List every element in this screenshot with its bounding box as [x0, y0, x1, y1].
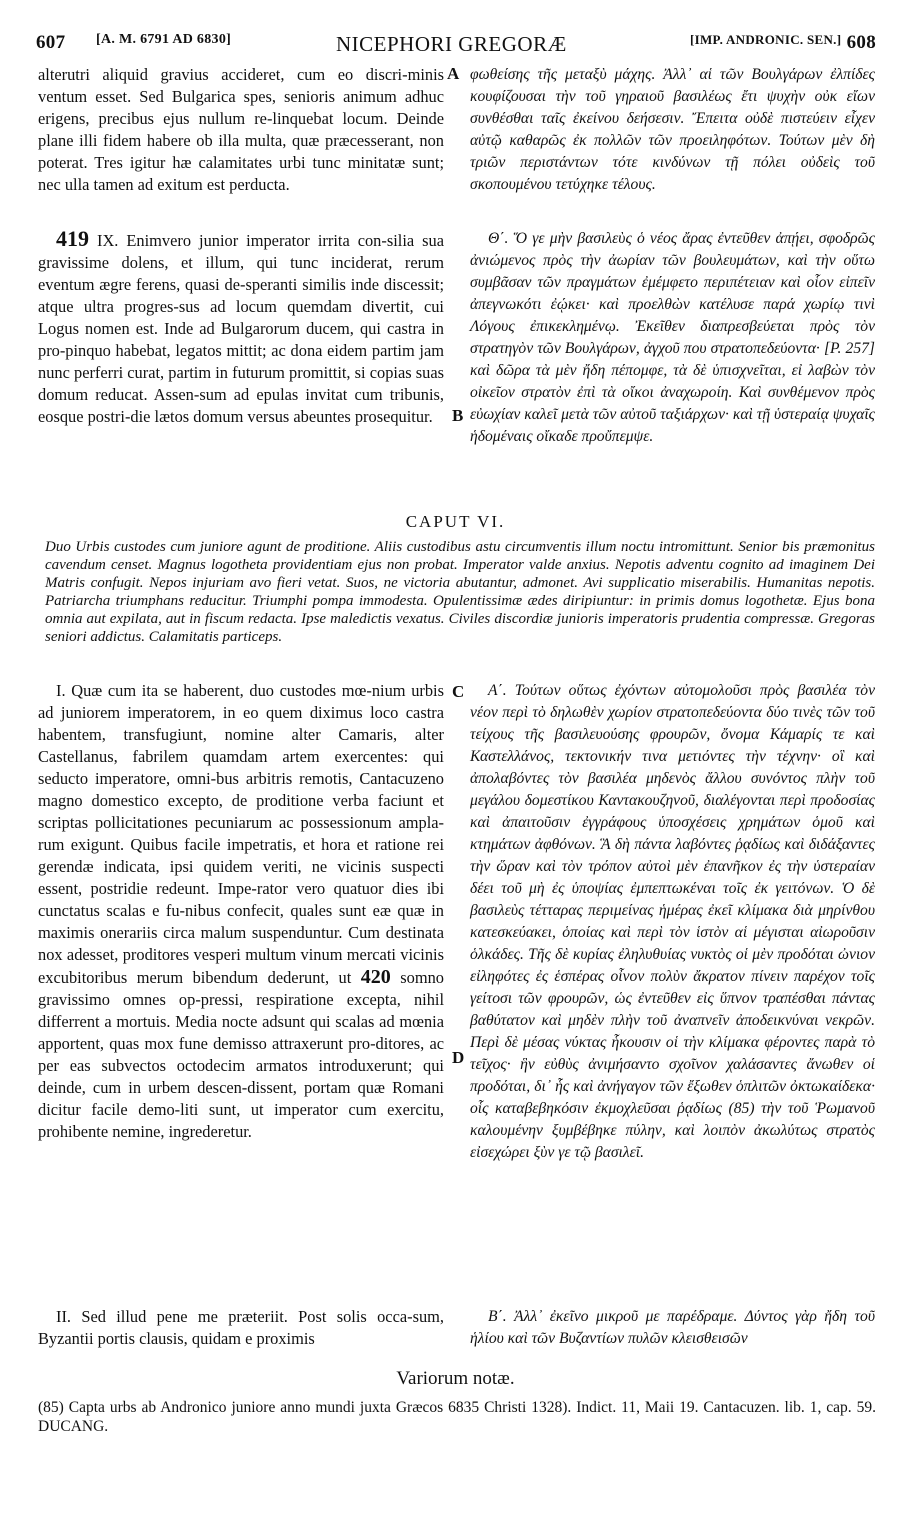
column-reference-number: 419: [56, 226, 89, 251]
greek-block-4: [470, 1306, 875, 1350]
latin-block-1: [38, 64, 444, 196]
greek-paragraph: Β΄. Ἀλλ᾽ ἐκεῖνο μικροῦ με παρέδραμε. Δύντος γὰρ ἤδη τοῦ ἡλίου καὶ τῶν Βυζαντίων πυλῶν κλεισθεισῶν: [470, 1308, 875, 1347]
latin-block-3: [38, 680, 444, 1143]
latin-paragraph: Quæ cum ita se haberent, duo custodes mœ-nium urbis ad juniorem imperatorem, in eo quem diximus loco castra habentem, transfugiunt, nomine alter Camaris, alter Castellanus, fabrilem quamdam artem exercentes: qui seducto imperatore, omni-bus arbitris remotis, Cantacuzeno magno domestico excepto, de proditione verba faciunt et scriptas pollicitationes pecuniarum ac possessionum ampla-rum exigunt. Quibus facile impetratis, et hora et ratione rei gerendæ indicata, ipsi quidem veriti, ne vicinis suspecti essent, postridie redeunt. Impe-rator vero quatuor dies ibi cunctatus scalas e fu-nibus confecit, quales sunt eæ quæ in maximis onerariis circa malum suspenduntur. Cum destinata nox adesset, proditores vesperi multum vinum mercati vicinis excubitoribus merum bibendum dederunt, ut: [38, 681, 444, 987]
greek-block-2: [470, 228, 875, 448]
notes-title: Variorum notæ.: [396, 1368, 515, 1389]
right-page-number: 608: [846, 32, 876, 53]
margin-letter-a: A: [447, 64, 460, 83]
section-number: I.: [56, 681, 66, 700]
left-page-number: 607: [36, 32, 66, 53]
section-number: Θ΄.: [488, 230, 509, 247]
running-header: [36, 32, 876, 58]
latin-paragraph-cont: somno gravissimo omnes op-pressi, respiratione excepta, nihil differrent a mortuis. Media nocte adsunt qui scalas ad mœnia apportent, quas mox fune demisso attraxerunt pro-ditores, ac per eas subvectos octodecim armatos introduxerunt; qui deinde, cum in urbem descen-dissent, portam quæ Romani dicitur facile demo-liti sunt, ut imperator cum exercitu, prohibente nemine, ingrederetur.: [38, 968, 444, 1141]
greek-paragraph: Τούτων οὕτως ἐχόντων αὐτομολοῦσι πρὸς βασιλέα τὸν νέον περὶ τὸ δηλωθὲν χωρίον στρατοπεδεύοντα δύο τινὲς τῶν τοῦ τείχους τῆς βασιλευούσης φρουρῶν, ὄνομα Κάμαρίς τε καὶ Καστελλάνος, τεκτονικήν τινα μετιόντες τὴν τέχνην· οἳ καὶ ἀπολαβόντες τὸν βασιλέα μηδενὸς ἄλλου συνόντος πλὴν τοῦ μεγάλου δομεστίκου Καντακουζηνοῦ, διαλέγονται περὶ προδοσίας καὶ ἀπαιτοῦσιν ἐγγράφους ὑποσχέσεις χρημάτων ὁμοῦ καὶ κτημάτων ἀφθόνων. Ἃ δὴ πάντα λαβόντες ῥᾳδίως καὶ διδάξαντες τὴν ὥραν καὶ τὸν τρόπον αὐτοὶ μὲν ἐπανῆκον ἐς τὴν ὑστεραίαν δέει τοῦ μὴ ἐς ὑποψίας ἐμπεπτωκέναι τοῖς ἐκ γειτόνων. Ὁ δὲ βασιλεὺς τέτταρας περιμείνας ἡμέρας ἐκεῖ κλίμακα διὰ μηρίνθου κατεσκεύακει, ὁποίας καὶ περὶ τὸν ἱστὸν αἱ μέγισται αἰωροῦσιν ὁλκάδες. Τῆς δὲ κυρίας ἐληλυθυίας νυκτὸς οἱ μὲν προδόται ὠνιον εἰληφότες ἐς ἑσπέρας οἶνον πολὺν ἄκρατον πίνειν παρέχον τοῖς γείτοσι τῶν φρουρῶν, ὡς ἐντεῦθεν εἰς ὕπνον τραπέσθαι πάντας βαθύτατον καὶ μηδὲν πλὴν τοῦ ἀναπνεῖν ἀποδεικνύναι νεκρῶν. Περὶ δὲ μέσας νύκτας ἧκουσιν οἱ τὴν κλίμακα φέροντες παρὰ τὸ τεῖχος· ἣν εὐθὺς ἀνιμήσαντο σχοῖνον χαλάσαντες ἄνωθεν οἱ προδόται, δι᾽ ἧς καὶ ἀνήγαγον τῶν ἔξωθεν ὁπλιτῶν ὀκτωκαίδεκα· οἷς καταβεβηκόσιν ἐκμοχλεῦσαι ῥᾳδίως (85) τὴν τοῦ Ῥωμανοῦ καλουμένην ξυμβέβηκε πύλην, καὶ λοιπὸν ἀκωλύτως στρατὸς εἰσεχώρει ξὺν γε τῷ βασιλεῖ.: [470, 682, 876, 1161]
footnote: (85) Capta urbs ab Andronico juniore anno mundi juxta Græcos 6835 Christi 1328). Indict. 11, Maii 19. Cantacuzen. lib. 1, cap. 59. DUCANG.: [38, 1399, 876, 1435]
section-number: IX.: [97, 231, 119, 250]
latin-paragraph: Enimvero junior imperator irrita con-silia sua gravissime dolens, et illum, qui tunc inciderat, rerum eventum ægre ferens, quasi de-speranti similis inde discessit; atque ultra progres-sus ad locum quemdam divertit, cui Logus nomen est. Inde ad Bulgarorum ducem, qui castra in pro-pinquo habebat, legatos mittit; ac dona eidem partim jam nunc perferri curat, partim in futurum promittit, si copias suas domum reducat. Assen-sum ad epulas invitat cum tribunis, eosque postri-die lætos domum versus abeuntes prosequitur.: [38, 231, 444, 426]
greek-paragraph: Ὅ γε μὴν βασιλεὺς ὁ νέος ἄρας ἐντεῦθεν ἀπῄει, σφοδρῶς ἀνιώμενος πρὸς τὴν ἀωρίαν τῶν βουλευμάτων, καὶ τὴν οὕτω συμβᾶσαν τῶν πραγμάτων ἐμέμφετο περιπέτειαν καὶ οἷον εἰπεῖν ἀπεγνωκότι ἐῴκει· καὶ προελθὼν κατέλυσε παρά χωρίῳ τινὶ Λόγους ἐπικεκλημένῳ. Ἐκεῖθεν διαπρεσβεύεται πρὸς τὸν στρατηγὸν τῶν Βουλγάρων, ἀγχοῦ που στρατοπεδεύοντα· [P. 257] καὶ δῶρα τὰ μὲν ἤδη πέπομφε, τὰ δὲ ὑπισχνεῖται, εἰ λαβὼν τὸν οἰκεῖον στρατὸν ἐπὶ τὰ οἴκοι ἀναχωροίη. Καὶ συνθέμενον πρὸς εὐωχίαν καλεῖ μετὰ τῶν αὐτοῦ ταξιάρχων· καὶ τῇ ὑστεραίᾳ ψυχαῖς ἡδομέναις οἴκαδε προὔπεμψε.: [470, 230, 875, 445]
greek-block-1: [470, 64, 875, 196]
chapter-summary: Duo Urbis custodes cum juniore agunt de proditione. Aliis custodibus astu circumventis illum noctu intromittunt. Senior bis præmonitus cavendum censet. Magnus logotheta providentiam ejus non probat. Imperator valde anxius. Nepotis adventu cognito ad imaginem Dei Matris confugit. Nepos injuriam avo fieri vetat. Suos, ne victoria abutantur, admonet. Avi supplicatio miserabilis. Humanitas nepotis. Patriarcha triumphans reducitur. Triumphi pompa immodesta. Opulentissimæ ædes diripiuntur: in primis domus logothetæ. Ejus bona omnia aut expilata, aut in fiscum redacta. Ipse maledictis vexatus. Civiles discordiæ junioris imperatoris prudentia compressæ. Gregoras seniori addictus. Calamitatis particeps.: [45, 539, 875, 645]
margin-letter-c: C: [452, 682, 465, 701]
chapter-title: CAPUT VI.: [405, 512, 506, 531]
latin-block-2: [38, 228, 444, 428]
left-date-range: [A. M. 6791 AD 6830]: [96, 32, 232, 47]
latin-block-4: [38, 1306, 444, 1350]
greek-paragraph: φωθείσης τῆς μεταξὺ μάχης. Ἀλλ᾽ αἱ τῶν Βουλγάρων ἐλπίδες κουφίζουσαι τὴν τοῦ γηραιοῦ βασιλέως ἔτι ψυχὴν οὐκ εἴων συνθέσθαι ταῖς ἐκείνου δεήσεσιν. Ἔπειτα οὐδὲ πιστεύειν εἶχεν αὐτῷ καθαρῶς ἐκ πολλῶν τῶν προειληφότων. Τούτων μὲν δὴ τριῶν περιστάντων τότε κινδύνων τῇ πόλει οὐδεὶς τοῦ σκοπουμένου τετύχηκε τέλους.: [470, 66, 875, 193]
section-number: Α΄.: [488, 682, 507, 699]
right-reign: [IMP. ANDRONIC. SEN.]: [690, 32, 842, 47]
margin-letter-d: D: [452, 1048, 465, 1067]
running-title: NICEPHORI GREGORÆ: [336, 32, 567, 56]
column-reference-number: 420: [360, 966, 391, 988]
latin-paragraph: alterutri aliquid gravius accideret, cum eo discri-minis ventum esset. Sed Bulgarica spes, senioris animum adhuc erigens, precibus ejus nullum re-linquebat locum. Deinde plane illi fidem habere ob illa multa, quæ præcesserant, non poterat. Tres igitur hæ calamitates urbi tunc minitatæ sunt; nec ulla tamen ad exitum est perducta.: [38, 65, 444, 194]
latin-paragraph: II. Sed illud pene me præteriit. Post solis occa-sum, Byzantii portis clausis, quidam e proximis: [38, 1307, 444, 1348]
greek-block-3: [470, 680, 875, 1164]
margin-letter-b: B: [452, 406, 464, 425]
